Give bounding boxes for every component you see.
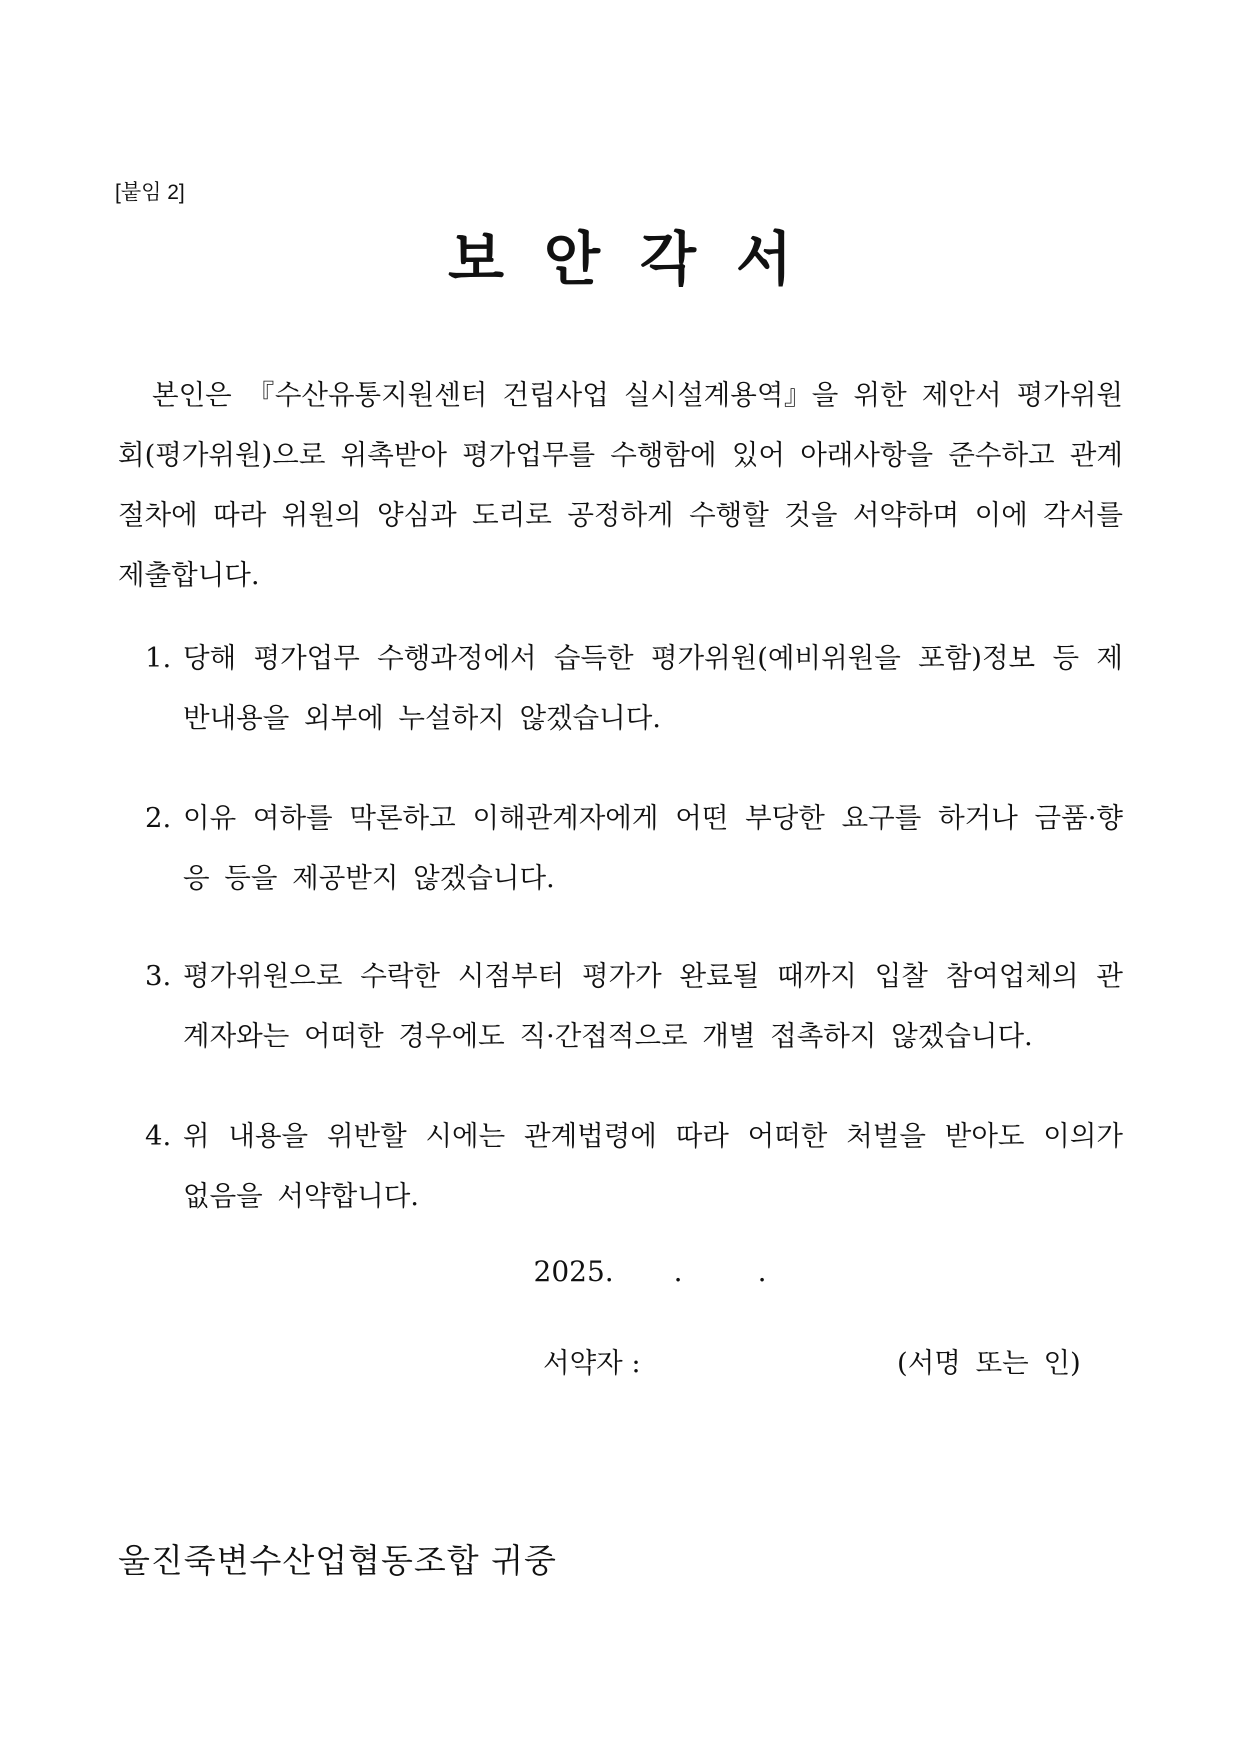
pledge-item-3 bbox=[145, 946, 1123, 1066]
signer-label: 서약자 : bbox=[543, 1347, 641, 1379]
date-day-dot: . bbox=[757, 1255, 767, 1288]
intro-paragraph: 본인은 『수산유통지원센터 건립사업 실시설계용역』을 위한 제안서 평가위원회(평가위원)으로 위촉받아 평가업무를 수행함에 있어 아래사항을 준수하고 관계 절차에 따라 위원의 양심과 도리로 공정하게 수행할 것을 서약하며 이에 각서를 제출합니다. bbox=[118, 379, 1123, 591]
recipient: 울진죽변수산업협동조합 귀중 bbox=[118, 1541, 557, 1580]
pledge-item-text: 당해 평가업무 수행과정에서 습득한 평가위원(예비위원을 포함)정보 등 제반내용을 외부에 누설하지 않겠습니다. bbox=[183, 642, 1123, 734]
pledge-item-1 bbox=[145, 628, 1123, 748]
pledge-item-number: 3. bbox=[145, 960, 172, 992]
pledge-item-number: 2. bbox=[145, 802, 172, 834]
document-title: 보안각서 bbox=[447, 225, 833, 293]
pledge-item-text: 평가위원으로 수락한 시점부터 평가가 완료될 때까지 입찰 참여업체의 관계자와는 어떠한 경우에도 직·간접적으로 개별 접촉하지 않겠습니다. bbox=[183, 960, 1123, 1052]
attachment-label: [붙임 2] bbox=[115, 181, 185, 204]
date-year: 2025. bbox=[533, 1255, 614, 1288]
pledge-item-text: 이유 여하를 막론하고 이해관계자에게 어떤 부당한 요구를 하거나 금품·향응 등을 제공받지 않겠습니다. bbox=[183, 802, 1123, 894]
pledge-item-4 bbox=[145, 1106, 1123, 1226]
pledge-item-text: 위 내용을 위반할 시에는 관계법령에 따라 어떠한 처벌을 받아도 이의가 없음을 서약합니다. bbox=[183, 1120, 1123, 1212]
date-month-dot: . bbox=[673, 1255, 683, 1288]
pledge-item-2 bbox=[145, 788, 1123, 908]
pledge-item-number: 1. bbox=[145, 642, 172, 674]
signature-note: (서명 또는 인) bbox=[897, 1347, 1081, 1379]
pledge-item-number: 4. bbox=[145, 1120, 172, 1152]
date-line bbox=[0, 1255, 1240, 1288]
